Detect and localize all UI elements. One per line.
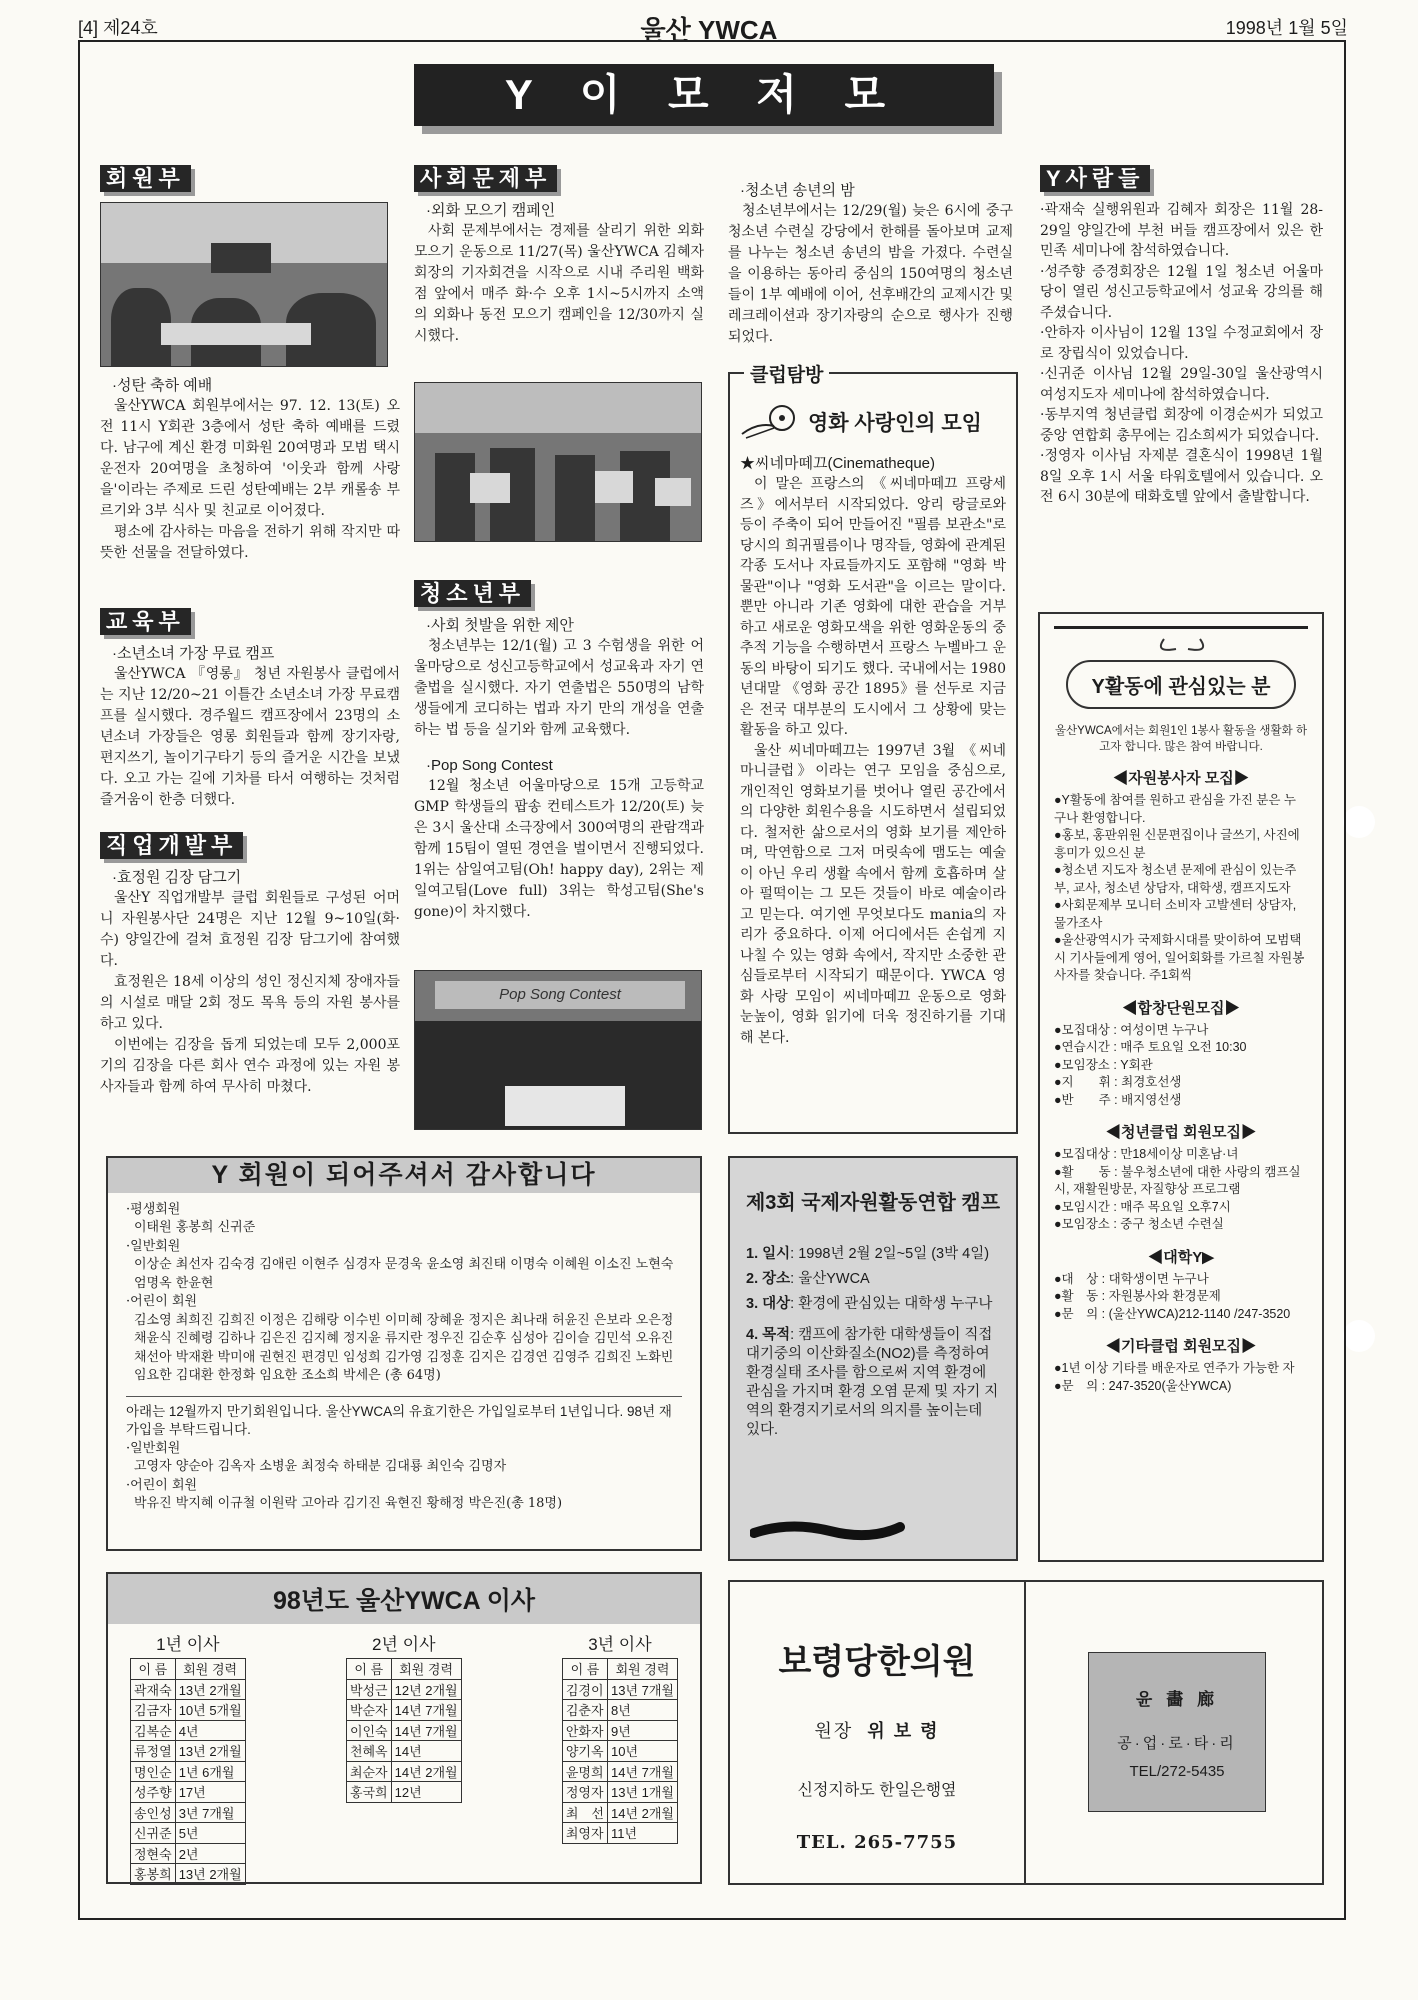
subtitle: ·효정원 김장 담그기	[112, 869, 242, 886]
tenure-cell: 10년	[608, 1741, 678, 1762]
volunteer-item: ●청소년 지도자 청소년 문제에 관심이 있는주부, 교사, 청소년 상담자, 대학생, 캠프지도자	[1054, 863, 1297, 895]
subtitle: ·소년소녀 가장 무료 캠프	[112, 645, 275, 662]
table-row	[562, 1741, 677, 1762]
member-category: ·어린이 회원	[126, 1294, 198, 1309]
camp-item	[746, 1295, 1000, 1314]
group-label: 1년 이사	[156, 1635, 220, 1654]
name-cell: 신귀준	[131, 1823, 176, 1844]
tenure-cell: 14년	[391, 1741, 461, 1762]
tenure-cell: 5년	[175, 1823, 245, 1844]
univ-y-heading: ◀대학Y▶	[1148, 1248, 1214, 1266]
campaign-photo	[414, 382, 702, 542]
name-cell: 김경이	[562, 1679, 607, 1700]
tenure-cell: 9년	[608, 1720, 678, 1741]
clinic-phone: TEL. 265-7755	[796, 1832, 958, 1853]
interest-intro: 울산YWCA에서는 회원1인 1봉사 활동을 생활화 하고자 합니다. 많은 참여 바랍니다.	[1054, 725, 1308, 753]
table-row	[131, 1843, 246, 1864]
directors-title: 98년도 울산YWCA 이사	[108, 1574, 700, 1624]
guitar-club-item: ●1년 이상 기타를 배운자로 연주가 가능한 자	[1054, 1361, 1295, 1375]
column-header: 이 름	[562, 1659, 607, 1680]
paragraph: 이번에는 김장을 돕게 되었는데 모두 2,000포기의 김장을 다른 회사 연수 과정에 있는 자원 봉사자들과 함께 하여 무사히 마쳤다.	[100, 1037, 400, 1095]
member-category: ·일반회원	[126, 1238, 181, 1254]
tenure-cell: 12년 2개월	[391, 1679, 461, 1700]
clinic-name: 보령당한의원	[778, 1643, 976, 1681]
name-cell: 김춘자	[562, 1700, 607, 1721]
group-label: 2년 이사	[372, 1635, 436, 1654]
job-section	[100, 832, 400, 1098]
member-names: 박유진 박지혜 이규철 이원락 고아라 김기진 육현진 황해정 박은진(총 18명)	[134, 1496, 563, 1511]
table-row	[562, 1782, 677, 1803]
table-row	[131, 1720, 246, 1741]
issue-number: [4] 제24호	[78, 18, 158, 38]
tenure-cell: 13년 7개월	[608, 1679, 678, 1700]
subtitle: ·성탄 축하 예배	[112, 377, 213, 394]
volunteer-item: ●홍보, 홍판위원 신문편집이나 글쓰기, 사진에 흥미가 있으신 분	[1054, 828, 1300, 860]
choir-item: ●연습시간 : 매주 토요일 오전 10:30	[1054, 1040, 1247, 1054]
name-cell: 천혜옥	[346, 1741, 391, 1762]
table-row	[131, 1823, 246, 1844]
tenure-cell: 14년 7개월	[391, 1700, 461, 1721]
paragraph: 이 말은 프랑스의 《씨네마떼끄 프랑세즈》에서부터 시작되었다. 앙리 랑글로와 등이 주축이 되어 만들어진 "필름 보관소"로 당시의 희귀필름이나 명작들, 영화에 관계된 각종 도서나 자료들까지도 포함해 "영화 박물관"이나 "영화 도서관"을 이르는 말이다. 뿐만 아니라 기존 영화에 대한 관습을 거부하고 새로운 영화모색을 위한 영화운동의 중추적 기능을 수행하면서 프랑스 누벨바그 운동의 바탕이 되기도 했다. 국내에서는 1980년대말 《영화 공간 1895》를 선두로 지금은 전국 대부분의 도시에서 그 상황에 맞는 활동을 하고 있다.	[740, 476, 1006, 738]
table-row	[131, 1741, 246, 1762]
member-names: 김소영 최희진 김희진 이정은 김해랑 이수빈 이미혜 장혜윤 정지은 최나래 허윤진 은보라 오은정 채윤식 진혜령 김하나 김은진 김지혜 정지윤 류지란 정우진 김순후 심성아 김이슬 김민석 오유진 채선아 박재환 박미애 권현진 편경민 임성희 김가영 김정훈 김지은 김경연 김영주 김희진 노화빈 임요한 김대환 한정화 임요한 조소희 박세은 (총 64명)	[134, 1312, 674, 1383]
member-category: ·일반회원	[126, 1440, 181, 1456]
section-label: Y사람들	[1040, 165, 1150, 192]
paragraph: 울산 씨네마떼끄는 1997년 3월 《씨네마니클럽》이라는 연구 모임을 중심으로, 개인적인 영화보기를 벗어나 열린 공간에서의 다양한 회원수용을 시도하면서 설립되었다. 철저한 삶으로서의 영화 보기를 제안하며, 막연함으로 그저 머릿속에 맴도는 예술이 아닌 우리 생활 속에서 함께 호흡하며 살아 펄떡이는 그 모든 것들이 바로 예술이라고 믿는다. 여기엔 무엇보다도 mania의 자리가 중요하다. 이제 어디에서든 손쉽게 지나칠 수 있는 영화 속에서, 작지만 소중한 관심들로부터 시작되기 때문이다. YWCA 영화 사랑 모임이 씨네마떼끄 운동으로 영화 눈높이, 영화 읽기에 더욱 정진하기를 기대해 본다.	[740, 742, 1006, 1046]
volunteer-item: ●Y활동에 참여를 원하고 관심을 가진 분은 누구나 환영합니다.	[1054, 793, 1297, 825]
name-cell: 정영자	[562, 1782, 607, 1803]
subtitle: ·청소년 송년의 밤	[740, 182, 855, 199]
news-item: ·안하자 이사님이 12월 13일 수정교회에서 장로 장립식이 있었습니다.	[1040, 325, 1323, 362]
table-row	[346, 1761, 461, 1782]
paragraph: 울산YWCA 『영롱』 청년 자원봉사 클럽에서는 지난 12/20~21 이틀간 소년소녀 가장 무료캠프를 실시했다. 경주월드 캠프장에서 23명의 소년소녀 가장들은 영롱 회원들과 함께 장기자랑, 편지쓰기, 놀이기구타기 등의 즐거운 시간을 보냈다. 오고 가는 길에 기차를 타서 여행하는 것처럼 즐거움이 한층 더했다.	[100, 666, 400, 808]
interest-title: Y활동에 관심있는 분	[1066, 660, 1296, 709]
directors-table	[130, 1658, 246, 1885]
news-item: ·곽재숙 실행위원과 김혜자 회장은 11월 28-29일 양일간에 부천 버들 캠프장에서 있은 한민족 세미나에 참석하였습니다.	[1040, 202, 1323, 259]
group-label: 3년 이사	[588, 1635, 652, 1654]
table-row	[562, 1802, 677, 1823]
camp-box	[728, 1156, 1018, 1561]
choir-item: ●모임장소 : Y회관	[1054, 1057, 1153, 1072]
paragraph: 12월 청소년 어울마당으로 15개 고등학교 GMP 학생들의 팝송 컨테스트가 12/20(토) 늦은 3시 울산대 소극장에서 300여명의 관람객과 함께 15팀이 열띤 경연을 벌이면서 진행되었다. 1위는 삼일여고팀(Oh! happy day), 2위는 제일여고팀(Love full) 3위는 학성고팀(She's gone)이 차지했다.	[414, 778, 704, 920]
tenure-cell: 17년	[175, 1782, 245, 1803]
name-cell: 최영자	[562, 1823, 607, 1844]
member-names: 이태원 홍봉희 신귀준	[134, 1220, 256, 1235]
name-cell: 정현숙	[131, 1843, 176, 1864]
binder-hole	[1343, 806, 1375, 838]
table-row	[131, 1761, 246, 1782]
section-label: 청소년부	[414, 580, 531, 607]
film-reel-icon	[740, 404, 800, 440]
tenure-cell: 14년 2개월	[608, 1802, 678, 1823]
ribbon-ornament-icon	[1054, 635, 1310, 655]
club-visit-box	[728, 365, 1018, 1134]
directors-table	[562, 1658, 678, 1844]
section-label: 교육부	[100, 608, 191, 635]
name-cell: 이인숙	[346, 1720, 391, 1741]
news-item: ·동부지역 청년클럽 회장에 이경순씨가 되었고 중앙 연합회 총무에는 김소희씨가 되었습니다.	[1040, 407, 1323, 444]
clinic-address: 신정지하도 한일은행옆	[797, 1782, 957, 1799]
table-row	[131, 1782, 246, 1803]
christmas-service-photo	[100, 202, 388, 367]
youth-section	[414, 580, 704, 923]
camp-item-value: : 울산YWCA	[790, 1271, 870, 1287]
column-header: 이 름	[346, 1659, 391, 1680]
director-name: 위 보 령	[867, 1721, 940, 1741]
gallery-name: 윤 畵 廊	[1135, 1690, 1219, 1710]
table-row	[131, 1864, 246, 1885]
director-label: 원장	[814, 1721, 854, 1741]
guitar-club-item: ●문 의 : 247-3520(울산YWCA)	[1054, 1378, 1232, 1393]
youth-club-heading: ◀청년클럽 회원모집▶	[1105, 1124, 1257, 1141]
volunteer-item: ●울산광역시가 국제화시대를 맞이하여 모범택시 기사들에게 영어, 일어회화를 가르칠 자원봉사자를 찾습니다. 주1회씩	[1054, 933, 1305, 982]
name-cell: 양기옥	[562, 1741, 607, 1762]
tenure-cell: 13년 1개월	[608, 1782, 678, 1803]
section-label: 직업개발부	[100, 832, 243, 859]
table-row	[131, 1700, 246, 1721]
binder-hole	[1343, 1320, 1375, 1352]
year-end-section	[728, 180, 1013, 348]
subtitle: ·Pop Song Contest	[426, 757, 553, 774]
expiry-note: 아래는 12월까지 만기회원입니다. 울산YWCA의 유효기한은 가입일로부터 1년입니다. 98년 재가입을 부탁드립니다.	[126, 1403, 672, 1437]
subtitle: ·사회 첫발을 위한 제안	[426, 617, 574, 634]
youth-club-item: ●모임시간 : 매주 목요일 오후7시	[1054, 1199, 1231, 1214]
tenure-cell: 12년	[391, 1782, 461, 1803]
volunteer-item: ●사회문제부 모니터 소비자 고발센터 상담자, 물가조사	[1054, 898, 1297, 930]
choir-heading: ◀합창단원모집▶	[1122, 999, 1240, 1017]
table-row	[562, 1761, 677, 1782]
paragraph: 사회 문제부에서는 경제를 살리기 위한 외화 모으기 운동으로 11/27(목) 울산YWCA 김혜자 회장의 기자회견을 시작으로 시내 주리원 백화점 앞에서 매주 화·수 오후 1시~5시까지 소액의 외화나 동전 모으기 캠페인을 12/30까지 실시했다.	[414, 223, 704, 344]
name-cell: 안화자	[562, 1720, 607, 1741]
tenure-cell: 10년 5개월	[175, 1700, 245, 1721]
camp-item	[746, 1326, 1000, 1440]
youth-club-item: ●활 동 : 불우청소년에 대한 사랑의 캠프실시, 재활원방문, 자질향상 프로그램	[1054, 1164, 1301, 1196]
name-cell: 김복순	[131, 1720, 176, 1741]
paragraph: 울산Y 직업개발부 클럽 회원들로 구성된 어머니 자원봉사단 24명은 지난 12월 9~10일(화·수) 양일간에 걸쳐 효정원 김장 담그기에 참여했다.	[100, 890, 400, 969]
tenure-cell: 14년 7개월	[391, 1720, 461, 1741]
name-cell: 홍봉희	[131, 1864, 176, 1885]
tenure-cell: 4년	[175, 1720, 245, 1741]
directors-table	[346, 1658, 462, 1803]
univ-y-item: ●활 동 : 자원봉사와 환경문제	[1054, 1289, 1221, 1303]
directors-group-2	[346, 1630, 462, 1885]
volunteer-heading: ◀자원봉사자 모집▶	[1113, 770, 1249, 787]
tenure-cell: 13년 2개월	[175, 1741, 245, 1762]
table-row	[562, 1823, 677, 1844]
gallery-phone: TEL/272-5435	[1129, 1763, 1225, 1780]
name-cell: 류정열	[131, 1741, 176, 1762]
signature-scribble-icon	[750, 1515, 910, 1545]
news-item: ·정영자 이사님 자제분 결혼식이 1998년 1월 8일 오후 1시 서울 타워호텔에서 있습니다. 오전 6시 30분에 태화호텔 앞에서 출발합니다.	[1040, 448, 1323, 505]
member-names: 이상순 최선자 김숙경 김애린 이현주 심경자 문경욱 윤소영 최진태 이명숙 이혜원 이소진 노현숙 엄명옥 한윤현	[134, 1257, 674, 1291]
camp-item-label: 3. 대상	[746, 1296, 791, 1312]
tenure-cell: 13년 2개월	[175, 1679, 245, 1700]
choir-item: ●지 휘 : 최경호선생	[1054, 1075, 1182, 1089]
name-cell: 최순자	[346, 1761, 391, 1782]
camp-item-value: : 캠프에 참가한 대학생들이 직접 대기중의 이산화질소(NO2)를 측정하여 환경실태 조사를 함으로써 지역 환경에 관심을 가지며 환경 오염 문제 및 자기 지역의 환경지기로서의 의지를 높이는데 있다.	[746, 1327, 999, 1438]
subtitle: ★씨네마떼끄(Cinematheque)	[740, 455, 936, 472]
table-row	[562, 1679, 677, 1700]
name-cell: 윤명희	[562, 1761, 607, 1782]
gallery-ad	[1088, 1652, 1266, 1812]
youth-club-item: ●모집대상 : 만18세이상 미혼남·녀	[1054, 1147, 1239, 1161]
univ-y-item: ●문 의 : (울산YWCA)212-1140 /247-3520	[1054, 1306, 1291, 1321]
camp-title: 제3회 국제자원활동연합 캠프	[745, 1192, 1001, 1214]
paragraph: 청소년부는 12/1(월) 고 3 수험생을 위한 어울마당으로 성신고등학교에서 성교육과 자기 연출법을 실시했다. 자기 연출법은 550명의 남학생들에게 코디하는 법과 자기 만의 개성을 연출하는 법 등을 실기와 함께 교육했다.	[414, 638, 704, 738]
news-item: ·성주향 증경회장은 12월 1일 청소년 어울마당이 열린 성신고등학교에서 성교육 강의를 해주셨습니다.	[1040, 263, 1323, 321]
camp-item	[746, 1245, 1000, 1264]
y-people-section	[1040, 165, 1323, 508]
tenure-cell: 14년 2개월	[391, 1761, 461, 1782]
paragraph: 평소에 감사하는 마음을 전하기 위해 작지만 따뜻한 선물을 전달하였다.	[100, 524, 400, 561]
name-cell: 곽재숙	[131, 1679, 176, 1700]
name-cell: 송인성	[131, 1802, 176, 1823]
univ-y-item: ●대 상 : 대학생이면 누구나	[1054, 1271, 1209, 1286]
tenure-cell: 3년 7개월	[175, 1802, 245, 1823]
tenure-cell: 13년 2개월	[175, 1864, 245, 1885]
thanks-title: Y 회원이 되어주셔서 감사합니다	[108, 1158, 700, 1193]
camp-item-value: : 1998년 2월 2일~5일 (3박 4일)	[790, 1246, 990, 1262]
section-label: 사회문제부	[414, 165, 557, 192]
table-row	[346, 1700, 461, 1721]
camp-item-label: 2. 장소	[746, 1271, 791, 1287]
pop-song-contest-photo	[414, 970, 702, 1130]
directors-group-1	[130, 1630, 246, 1885]
table-row	[346, 1679, 461, 1700]
camp-item	[746, 1270, 1000, 1289]
table-row	[346, 1741, 461, 1762]
column-header: 회원 경력	[608, 1659, 678, 1680]
guitar-club-heading: ◀기타클럽 회원모집▶	[1105, 1338, 1257, 1355]
tenure-cell: 2년	[175, 1843, 245, 1864]
column-header: 이 름	[131, 1659, 176, 1680]
tenure-cell: 1년 6개월	[175, 1761, 245, 1782]
publication-name: 울산 YWCA	[640, 15, 778, 45]
name-cell: 홍국희	[346, 1782, 391, 1803]
education-section	[100, 608, 400, 811]
table-row	[346, 1782, 461, 1803]
column-header: 회원 경력	[175, 1659, 245, 1680]
section-title: Y 이 모 저 모	[414, 64, 994, 126]
paragraph: 울산YWCA 회원부에서는 97. 12. 13(토) 오전 11시 Y회관 3층에서 성탄 축하 예배를 드렸다. 남구에 계신 환경 미화원 20여명과 모범 택시 운전자 20여명을 초청하여 '이웃과 함께 사랑을'이라는 주제로 드린 성탄예배는 2부 캐롤송 부르기와 3부 식사 및 친교로 이어졌다.	[100, 398, 400, 519]
section-label: 회원부	[100, 165, 191, 192]
club-title-row	[740, 404, 1006, 440]
issue-date: 1998년 1월 5일	[1225, 18, 1348, 38]
subtitle: ·외화 모으기 캠페인	[426, 202, 556, 219]
club-title: 영화 사랑인의 모임	[808, 412, 982, 435]
tenure-cell: 8년	[608, 1700, 678, 1721]
contest-banner: Pop Song Contest	[435, 981, 685, 1009]
thanks-box	[106, 1156, 702, 1551]
page-header	[60, 10, 1358, 45]
name-cell: 명인순	[131, 1761, 176, 1782]
table-row	[131, 1679, 246, 1700]
interest-box	[1038, 612, 1324, 1562]
name-cell: 최 선	[562, 1802, 607, 1823]
tenure-cell: 11년	[608, 1823, 678, 1844]
gallery-location: 공·업·로·타·리	[1117, 1735, 1237, 1752]
name-cell: 박순자	[346, 1700, 391, 1721]
table-row	[346, 1720, 461, 1741]
camp-item-value: : 환경에 관심있는 대학생 누구나	[790, 1296, 993, 1312]
social-issues-section	[414, 165, 704, 347]
news-item: ·신귀준 이사님 12월 29일-30일 울산광역시 여성지도자 세미나에 참석하였습니다.	[1040, 366, 1323, 403]
camp-item-label: 1. 일시	[746, 1246, 791, 1262]
members-section	[100, 165, 400, 564]
table-row	[562, 1700, 677, 1721]
table-row	[562, 1720, 677, 1741]
member-names: 고영자 양순아 김옥자 소병윤 최정숙 하태분 김대룡 최인숙 김명자	[134, 1459, 507, 1474]
column-header: 회원 경력	[391, 1659, 461, 1680]
box-label: 클럽탐방	[744, 360, 829, 387]
directors-box	[106, 1572, 702, 1884]
choir-item: ●모집대상 : 여성이면 누구나	[1054, 1022, 1209, 1037]
table-row	[131, 1802, 246, 1823]
paragraph: 효정원은 18세 이상의 성인 정신지체 장애자들의 시설로 매달 2회 정도 목욕 등의 자원 봉사를 하고 있다.	[100, 974, 400, 1032]
name-cell: 박성근	[346, 1679, 391, 1700]
name-cell: 김금자	[131, 1700, 176, 1721]
member-category: ·평생회원	[126, 1201, 181, 1217]
youth-club-item: ●모임장소 : 중구 청소년 수련실	[1054, 1217, 1224, 1231]
clinic-director	[730, 1717, 1024, 1743]
tenure-cell: 14년 7개월	[608, 1761, 678, 1782]
paragraph: 청소년부에서는 12/29(월) 늦은 6시에 중구 청소년 수련실 강당에서 한해를 돌아보며 교제를 나누는 청소년 송년의 밤을 가졌다. 수련실을 이용하는 동아리 중심의 150여명의 청소년들이 1부 예배에 이어, 선후배간의 교제시간 및 레크레이션과 장기자랑의 순으로 행사가 진행되었다.	[728, 203, 1013, 345]
name-cell: 성주향	[131, 1782, 176, 1803]
camp-item-label: 4. 목적	[746, 1327, 791, 1343]
directors-group-3	[562, 1630, 678, 1885]
member-category: ·어린이 회원	[126, 1477, 198, 1493]
choir-item: ●반 주 : 배지영선생	[1054, 1092, 1182, 1107]
